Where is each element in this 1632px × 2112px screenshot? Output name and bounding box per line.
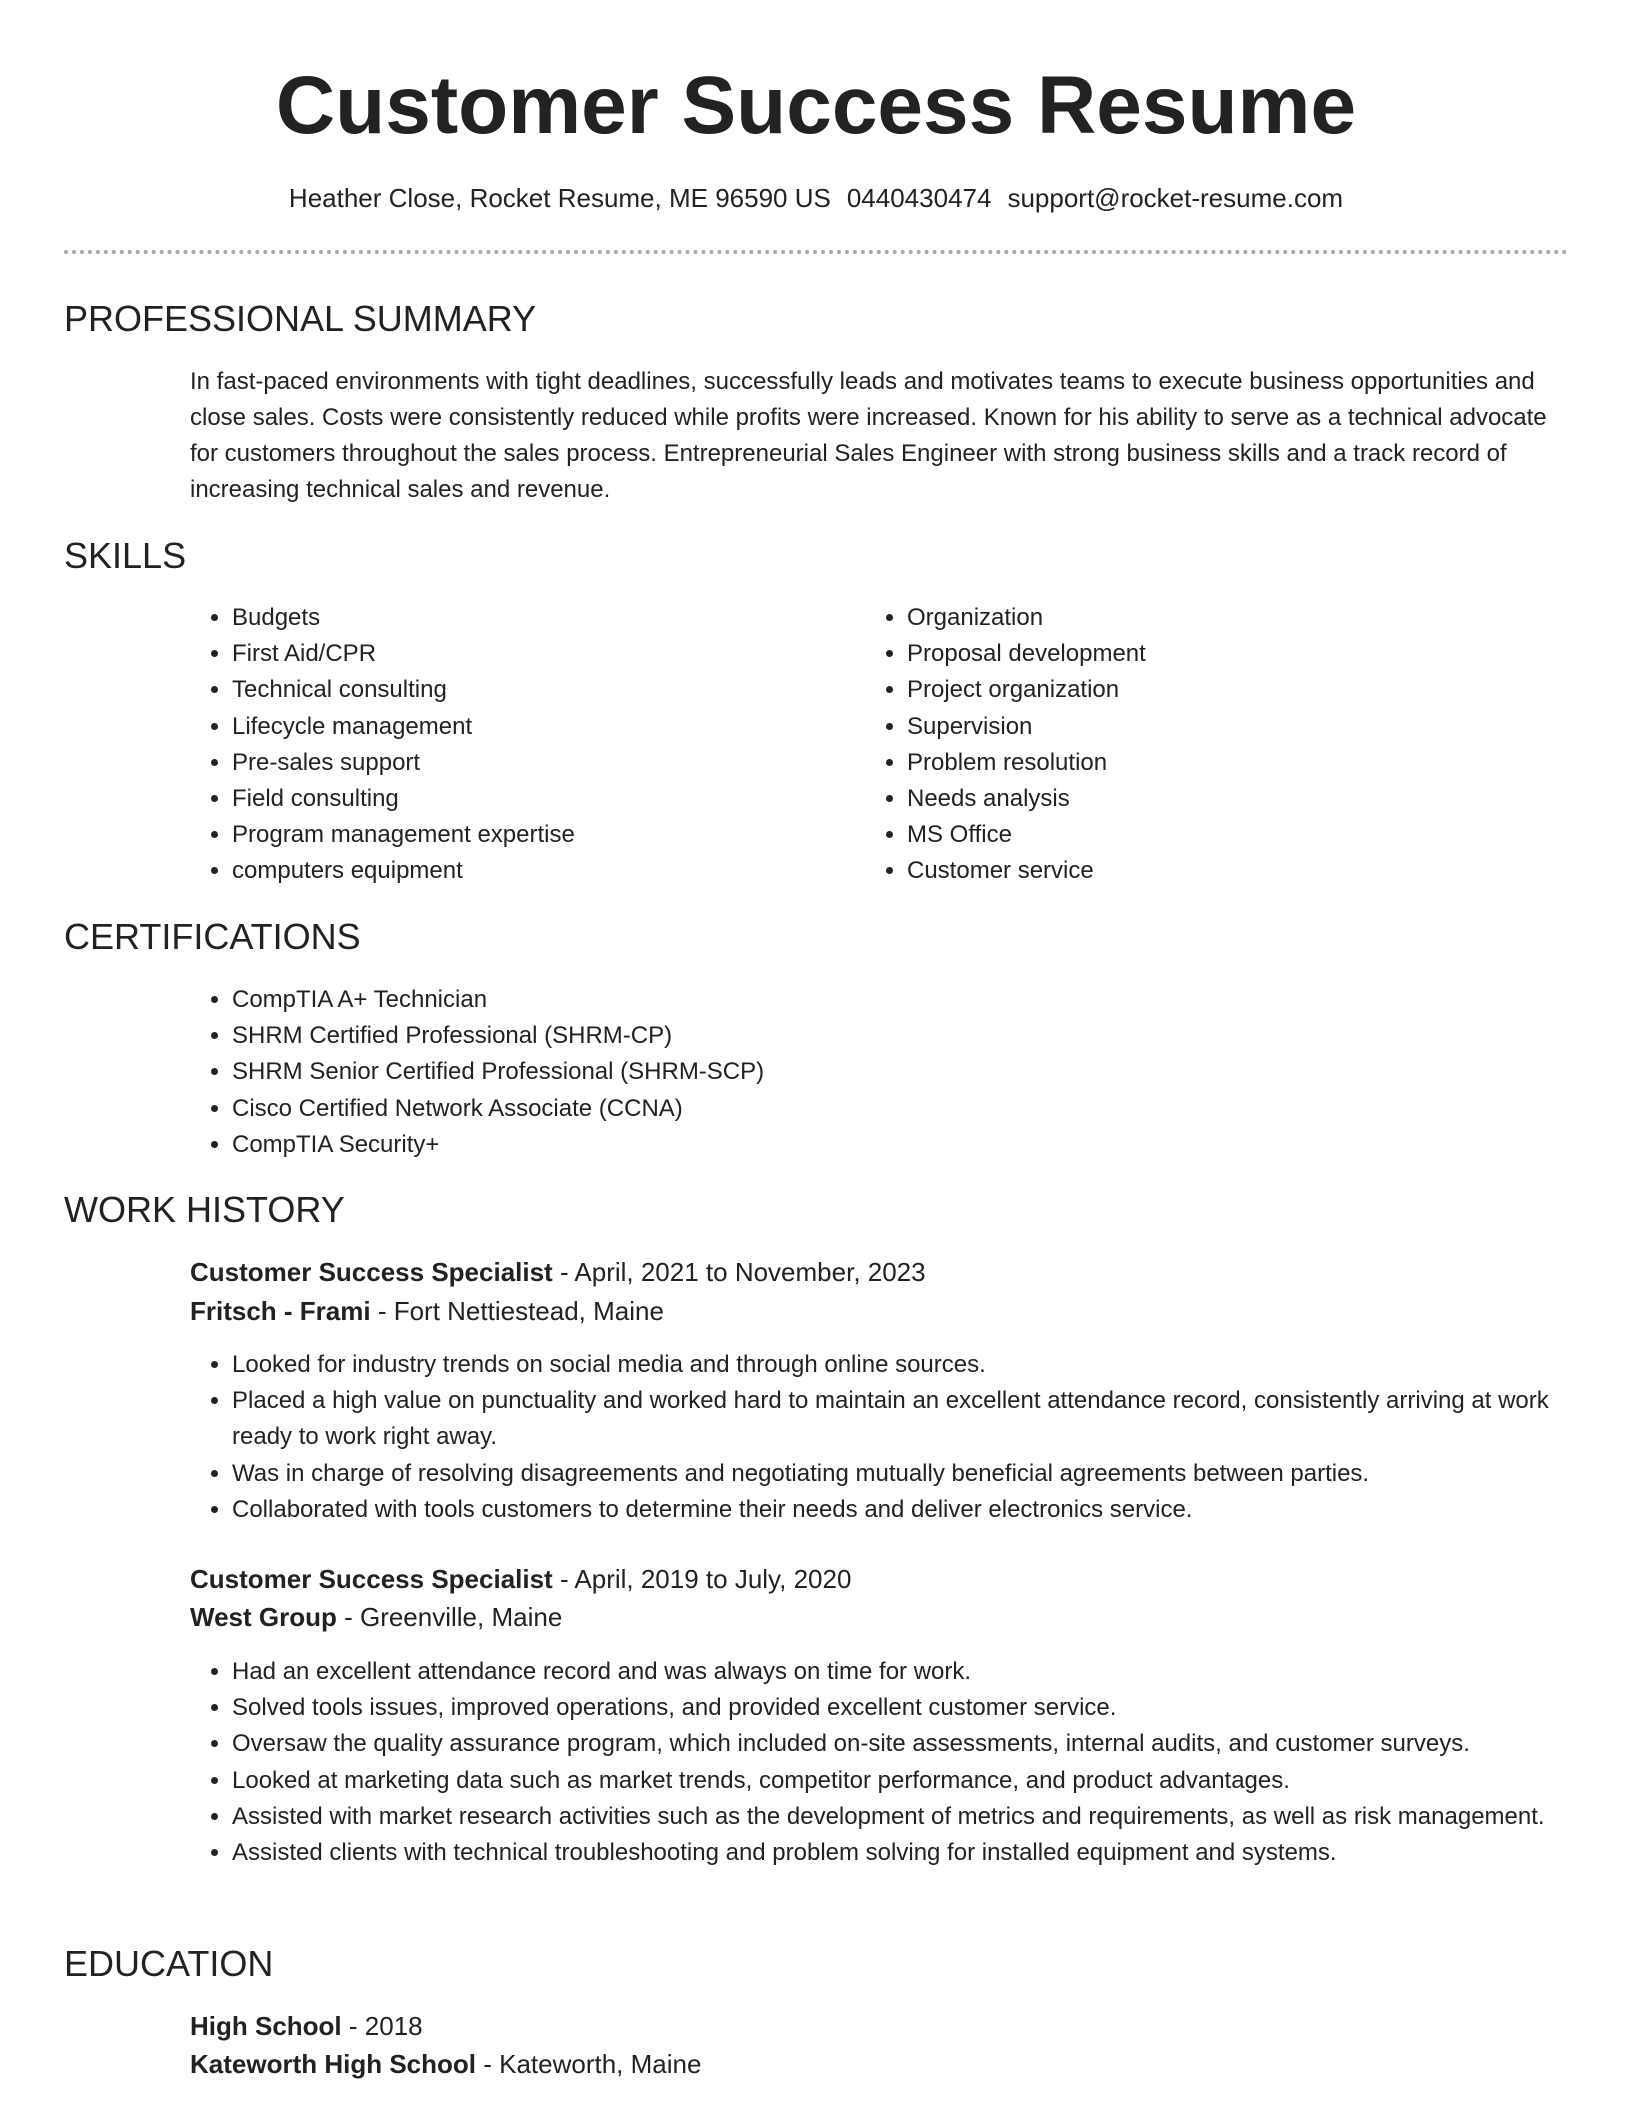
education-school-line	[190, 2045, 701, 2083]
education-school: Kateworth High School	[190, 2049, 476, 2079]
job-bullet: • Placed a high value on punctuality and worked hard to maintain an excellent attendance record, consistently arriving at work ready to work right away.	[232, 1383, 1612, 1455]
job-bullet: • Was in charge of resolving disagreements and negotiating mutually beneficial agreements between parties.	[232, 1456, 1612, 1492]
skill-item: • Budgets	[232, 600, 832, 636]
skill-item: • computers equipment	[232, 853, 832, 889]
job-dates: - April, 2021 to November, 2023	[552, 1257, 926, 1287]
education-location: - Kateworth, Maine	[476, 2049, 702, 2079]
job-bullet: • Oversaw the quality assurance program, which included on-site assessments, internal audits, and customer surveys.	[232, 1726, 1612, 1762]
job-location: - Greenville, Maine	[336, 1602, 563, 1632]
job-bullet: • Assisted with market research activities such as the development of metrics and requirements, as well as risk management.	[232, 1799, 1612, 1835]
skill-item: • Field consulting	[232, 781, 832, 817]
job-company-line	[190, 1598, 562, 1636]
skill-item: • Proposal development	[907, 636, 1507, 672]
skill-item: • First Aid/CPR	[232, 636, 832, 672]
skills-list-left	[188, 600, 832, 890]
skill-item: • Customer service	[907, 853, 1507, 889]
job-bullet: • Assisted clients with technical troubleshooting and problem solving for installed equipment and systems.	[232, 1835, 1612, 1871]
skill-item: • MS Office	[907, 817, 1507, 853]
skill-item: • Supervision	[907, 709, 1507, 745]
certification-item: • SHRM Certified Professional (SHRM-CP)	[232, 1018, 1532, 1054]
education-degree-line	[190, 2007, 423, 2045]
job-bullet: • Looked for industry trends on social media and through online sources.	[232, 1347, 1612, 1383]
job-company: West Group	[190, 1602, 337, 1632]
job-title: Customer Success Specialist	[190, 1564, 553, 1594]
certifications-list	[188, 982, 1532, 1163]
certification-item: • CompTIA A+ Technician	[232, 982, 1532, 1018]
skill-item: • Lifecycle management	[232, 709, 832, 745]
job-title: Customer Success Specialist	[190, 1257, 553, 1287]
skill-item: • Needs analysis	[907, 781, 1507, 817]
job-bullet: • Collaborated with tools customers to determine their needs and deliver electronics service.	[232, 1492, 1612, 1528]
skill-item: • Technical consulting	[232, 672, 832, 708]
certification-item: • SHRM Senior Certified Professional (SHRM-SCP)	[232, 1054, 1532, 1090]
skill-item: • Project organization	[907, 672, 1507, 708]
job-title-line	[190, 1560, 851, 1598]
contact-address: Heather Close, Rocket Resume, ME 96590 US	[288, 183, 831, 213]
job-bullet: • Solved tools issues, improved operations, and provided excellent customer service.	[232, 1690, 1612, 1726]
contact-email: support@rocket-resume.com	[1007, 183, 1344, 213]
education-heading: EDUCATION	[64, 1943, 274, 1984]
job-location: - Fort Nettiestead, Maine	[370, 1296, 664, 1326]
job-bullet: • Had an excellent attendance record and was always on time for work.	[232, 1654, 1612, 1690]
skill-item: • Organization	[907, 600, 1507, 636]
education-year: - 2018	[341, 2011, 423, 2041]
skill-item: • Pre-sales support	[232, 745, 832, 781]
job-title-line	[190, 1253, 926, 1291]
header-divider	[64, 250, 1568, 254]
certifications-heading: CERTIFICATIONS	[64, 916, 361, 957]
skill-item: • Problem resolution	[907, 745, 1507, 781]
skills-list-right	[863, 600, 1507, 890]
contact-phone: 0440430474	[846, 183, 992, 213]
skill-item: • Program management expertise	[232, 817, 832, 853]
certification-item: • Cisco Certified Network Associate (CCNA)	[232, 1091, 1532, 1127]
education-degree: High School	[190, 2011, 342, 2041]
job-company-line	[190, 1292, 664, 1330]
contact-line	[0, 180, 1632, 216]
job-bullet: • Looked at marketing data such as market trends, competitor performance, and product advantages.	[232, 1763, 1612, 1799]
job-dates: - April, 2019 to July, 2020	[552, 1564, 852, 1594]
skills-heading: SKILLS	[64, 535, 187, 576]
job-company: Fritsch - Frami	[190, 1296, 371, 1326]
summary-text: In fast-paced environments with tight deadlines, successfully leads and motivates teams to execute business opportunities and close sales. Costs were consistently reduced while profits were increased. Known for his ability to serve as a technical advocate for customers throughout the sales process. Entrepreneurial Sales Engineer with strong business skills and a track record of increasing technical sales and revenue.	[190, 368, 1547, 503]
work-history-heading: WORK HISTORY	[64, 1189, 345, 1230]
resume-title: Customer Success Resume	[275, 60, 1357, 151]
job-bullets	[188, 1654, 1612, 1871]
job-bullets	[188, 1347, 1612, 1528]
certification-item: • CompTIA Security+	[232, 1127, 1532, 1163]
summary-heading: PROFESSIONAL SUMMARY	[64, 298, 537, 339]
